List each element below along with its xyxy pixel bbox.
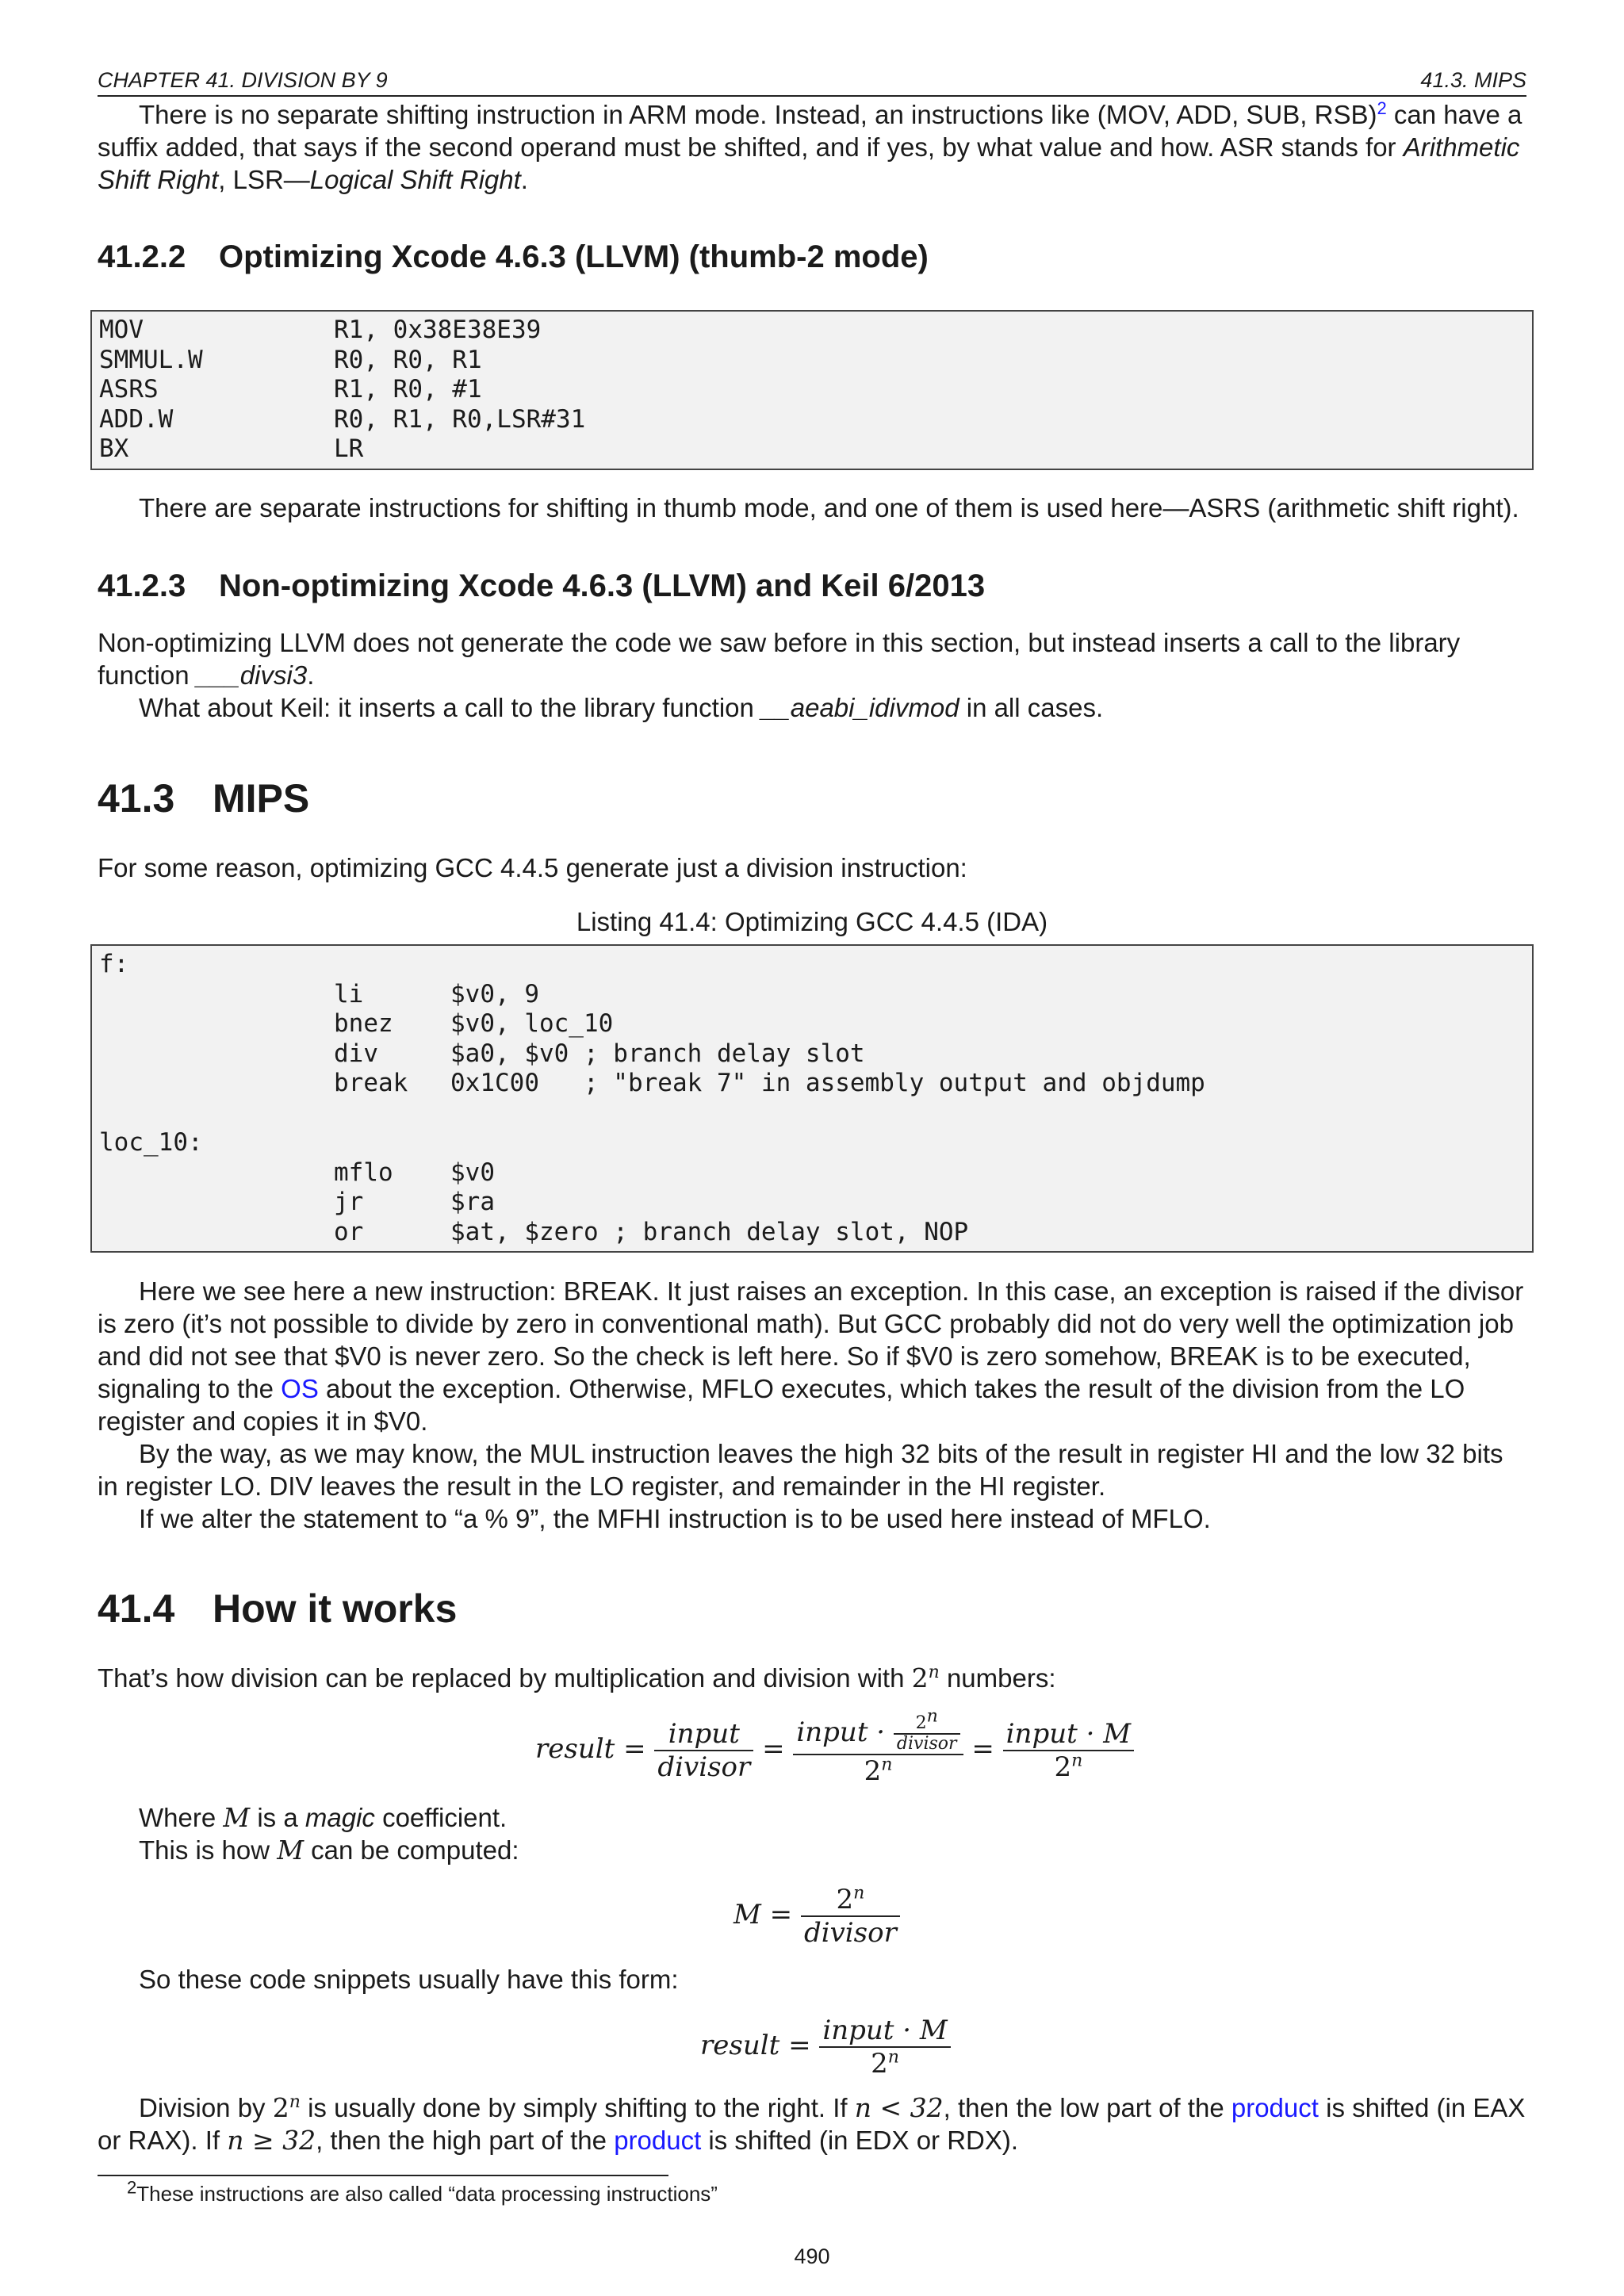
- code-line: MOV R1, 0x38E38E39: [99, 316, 542, 344]
- footnote: $^2$These instructions are also called “data processing instructions”: [127, 2177, 718, 2206]
- section-heading-41-2-3: 41.2.3 Non-optimizing Xcode 4.6.3 (LLVM) and Keil 6/2013: [98, 568, 986, 603]
- paragraph: This is how M can be computed:: [139, 1835, 519, 1866]
- code-line: bnez $v0, loc_10: [334, 1009, 614, 1038]
- intro-paragraph: There is no separate shifting instruction in ARM mode. Instead, an instructions like (MOV, ADD, SUB, RSB)$^2$ can have a suffix added, that says if the second operand must be shifted, and if yes, by what value and how. ASR stands for Arithmetic Shift Right, LSR—Logical Shift Right.: [98, 98, 1522, 194]
- footnote-ref[interactable]: 2: [1377, 98, 1387, 118]
- code-listing-thumb2: [90, 310, 1534, 470]
- code-line: or $at, $zero ; branch delay slot, NOP: [334, 1217, 969, 1246]
- paragraph: For some reason, optimizing GCC 4.4.5 generate just a division instruction:: [98, 853, 967, 882]
- listing-caption: Listing 41.4: Optimizing GCC 4.4.5 (IDA): [576, 907, 1048, 936]
- page-number: 490: [794, 2244, 830, 2268]
- paragraph: Non-optimizing LLVM does not generate the code we saw before in this section, but instead inserts a call to the library function ___divsi3.: [98, 628, 1461, 690]
- code-line: break 0x1C00 ; "break 7" in assembly output and objdump: [334, 1069, 1205, 1097]
- code-line: div $a0, $v0 ; branch delay slot: [334, 1039, 865, 1068]
- paragraph: If we alter the statement to “a % 9”, the MFHI instruction is to be used here instead of MFLO.: [139, 1504, 1211, 1533]
- os-link[interactable]: OS: [281, 1374, 319, 1403]
- section-heading-41-2-2: 41.2.2 Optimizing Xcode 4.6.3 (LLVM) (thumb-2 mode): [98, 239, 929, 274]
- code-line: ADD.W R0, R1, R0,LSR#31: [99, 404, 586, 434]
- footnote-divider: [98, 2175, 668, 2176]
- paragraph: That’s how division can be replaced by multiplication and division with 2$^n$ numbers:: [98, 1663, 1056, 1693]
- code-line: loc_10:: [99, 1128, 203, 1157]
- paragraph: What about Keil: it inserts a call to the library function __aeabi_idivmod in all cases.: [139, 693, 1104, 722]
- code-line: jr $ra: [334, 1188, 495, 1216]
- code-line: SMMUL.W R0, R0, R1: [99, 345, 482, 374]
- paragraph: There are separate instructions for shifting in thumb mode, and one of them is used here—ASRS (arithmetic shift right).: [139, 493, 1519, 522]
- code-line: li $v0, 9: [334, 979, 539, 1008]
- equation-result: result = $\frac{\text{input}}{\text{divisor}}$ = input · $\frac{2^n}{\text{divisor}}$ 2$^n$ = $\frac{\text{input · M}}{2^n}$: [535, 1714, 1134, 1787]
- paragraph: By the way, as we may know, the MUL instruction leaves the high 32 bits of the result in register HI and the low 32 bits in register LO. DIV leaves the result in the LO register, and remainder in the HI register.: [98, 1439, 1503, 1501]
- paragraph: Where M is a magic coefficient.: [139, 1802, 508, 1833]
- product-link[interactable]: product: [1231, 2093, 1319, 2122]
- equation-magic: M = $\frac{2^n}{\text{divisor}}$: [733, 1884, 900, 1949]
- paragraph: Division by 2$^n$ is usually done by simply shifting to the right. If n < 32, then the low part of the product is shifted (in EAX or RAX). If n ≥ 32, then the high part of the product is shifted (in EDX or RDX).: [98, 2092, 1526, 2156]
- product-link[interactable]: product: [614, 2126, 702, 2155]
- code-line: BX LR: [99, 434, 364, 463]
- header-chapter: CHAPTER 41. DIVISION BY 9: [98, 68, 388, 92]
- paragraph: So these code snippets usually have this form:: [139, 1965, 679, 1994]
- header-section: 41.3. MIPS: [1420, 68, 1526, 92]
- section-heading-41-3: 41.3 MIPS: [98, 776, 310, 821]
- paragraph: Here we see here a new instruction: BREAK. It just raises an exception. In this case, an exception is raised if the divisor is zero (it’s not possible to divide by zero in conventional math). But GCC probably did not do very well the optimization job and did not see that $V0 is never zero. So the check is left here. So if $V0 is zero somehow, BREAK is to be executed, signaling to the OS about the exception. Otherwise, MFLO executes, which takes the result of the division from the LO register and copies it in $V0.: [98, 1276, 1524, 1436]
- code-line: mflo $v0: [334, 1158, 495, 1187]
- section-heading-41-4: 41.4 How it works: [98, 1586, 458, 1631]
- code-line: ASRS R1, R0, #1: [99, 375, 482, 404]
- running-header: [98, 68, 1526, 97]
- code-line: f:: [99, 950, 129, 978]
- code-line: [92, 1099, 1532, 1129]
- code-listing-mips: [90, 944, 1534, 1253]
- equation-form: result = $\frac{\text{input · M}}{2^n}$: [700, 2015, 951, 2080]
